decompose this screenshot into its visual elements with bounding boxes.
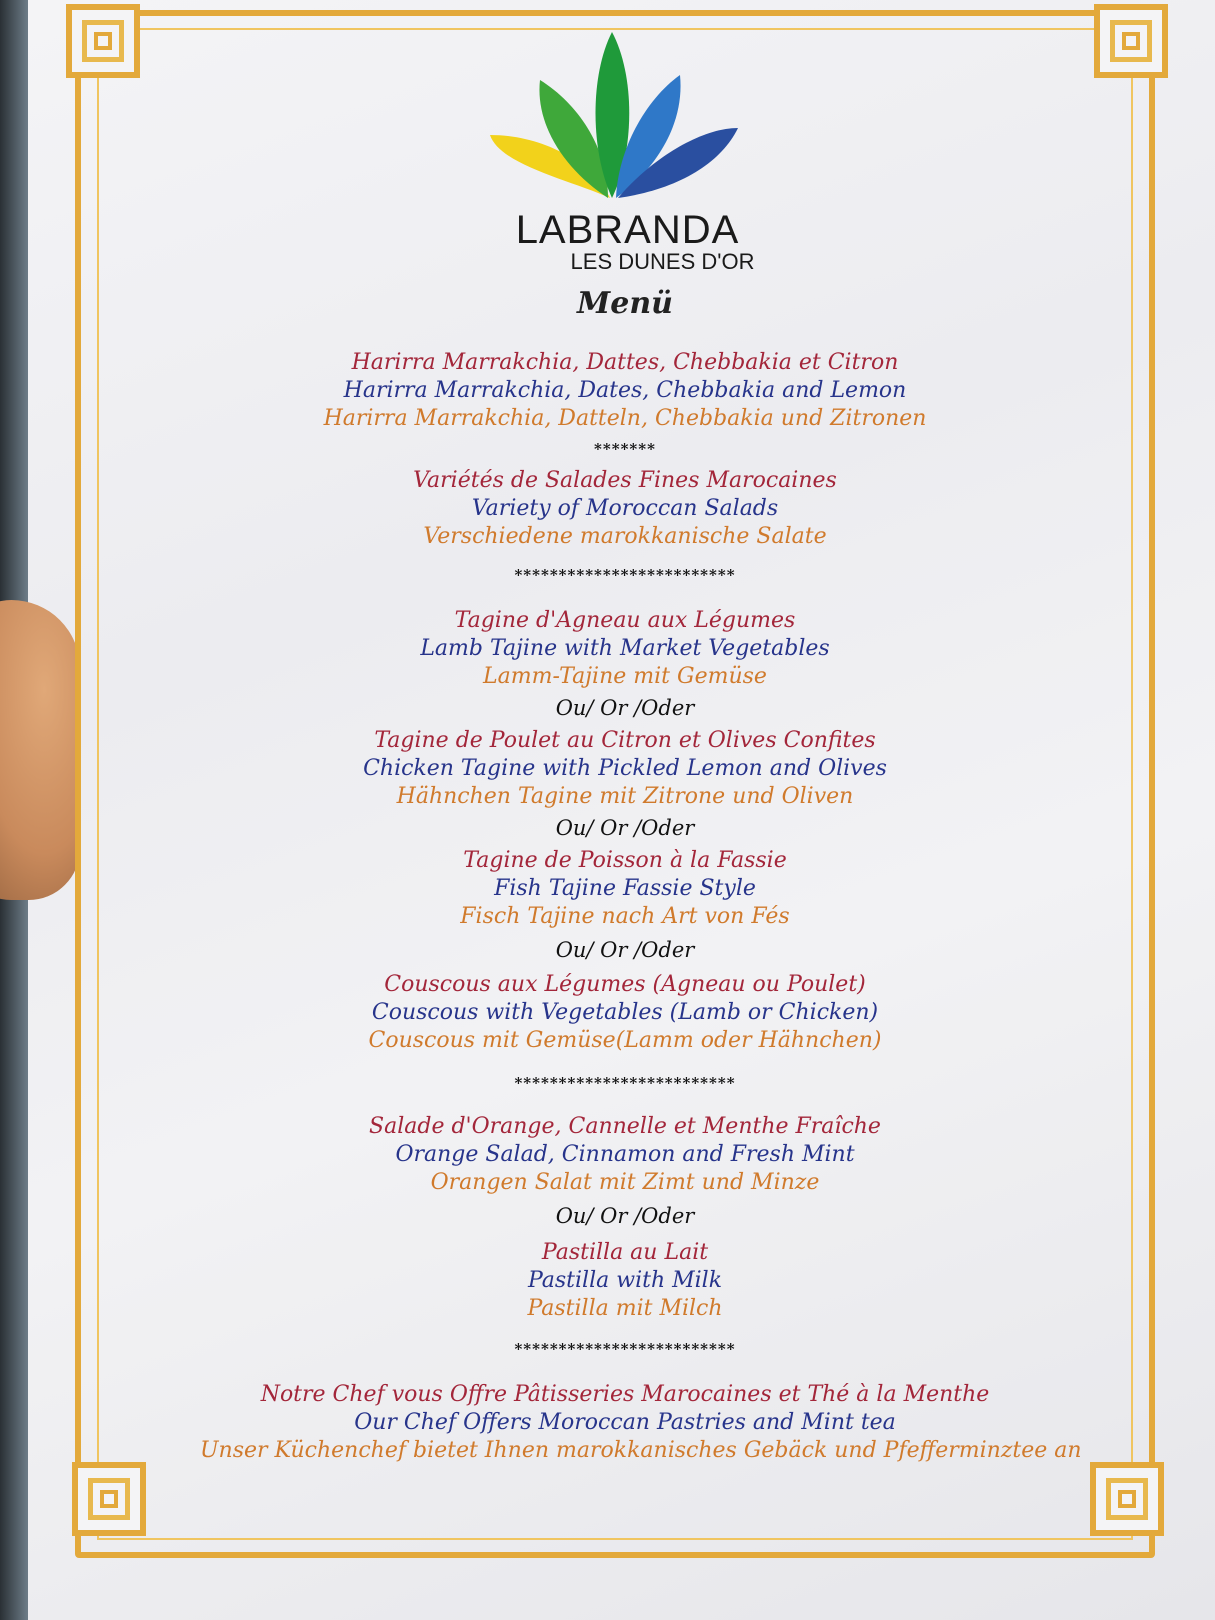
menu-body <box>200 0 1082 1620</box>
main-2-fr: Tagine de Poulet au Citron et Olives Confites <box>374 728 876 753</box>
dessert-2-de: Pastilla mit Milch <box>527 1296 723 1321</box>
starter-fr: Harirra Marrakchia, Dattes, Chebbakia et Citron <box>351 350 899 375</box>
starter-de: Harirra Marrakchia, Datteln, Chebbakia und Zitronen <box>323 406 927 431</box>
or-label: Ou/ Or /Oder <box>555 938 695 962</box>
main-2-en: Chicken Tagine with Pickled Lemon and Olives <box>363 756 887 781</box>
main-4-de: Couscous mit Gemüse(Lamm oder Hähnchen) <box>368 1028 882 1053</box>
salads-de: Verschiedene marokkanische Salate <box>423 524 827 549</box>
main-2-de: Hähnchen Tagine mit Zitrone und Oliven <box>396 784 854 809</box>
or-label: Ou/ Or /Oder <box>555 1204 695 1228</box>
brand-name: LABRANDA <box>515 208 740 252</box>
separator: ************************* <box>514 566 736 584</box>
main-4-fr: Couscous aux Légumes (Agneau ou Poulet) <box>384 972 866 997</box>
border-corner-top-right <box>1094 4 1168 78</box>
main-1-fr: Tagine d'Agneau aux Légumes <box>454 608 796 633</box>
dessert-1-de: Orangen Salat mit Zimt und Minze <box>430 1170 820 1195</box>
salads-fr: Variétés de Salades Fines Marocaines <box>413 468 837 493</box>
starter-en: Harirra Marrakchia, Dates, Chebbakia and Lemon <box>343 378 907 403</box>
or-label: Ou/ Or /Oder <box>555 696 695 720</box>
dessert-2-en: Pastilla with Milk <box>527 1268 723 1293</box>
hand <box>0 600 80 900</box>
menu-title: Menü <box>577 286 673 321</box>
separator: ******* <box>594 440 656 458</box>
main-3-de: Fisch Tajine nach Art von Fés <box>460 904 790 929</box>
closing-en: Our Chef Offers Moroccan Pastries and Mint tea <box>354 1410 896 1435</box>
separator: ************************* <box>514 1340 736 1358</box>
separator: ************************* <box>514 1074 736 1092</box>
brand-subtitle: LES DUNES D'OR <box>570 249 755 274</box>
salads-en: Variety of Moroccan Salads <box>471 496 779 521</box>
main-3-fr: Tagine de Poisson à la Fassie <box>463 848 787 873</box>
closing-de: Unser Küchenchef bietet Ihnen marokkanisches Gebäck und Pfefferminztee an <box>200 1438 1082 1463</box>
border-corner-top-left <box>66 4 140 78</box>
main-1-en: Lamb Tajine with Market Vegetables <box>420 636 830 661</box>
dessert-2-fr: Pastilla au Lait <box>541 1240 709 1265</box>
border-corner-bottom-right <box>1090 1462 1164 1536</box>
dessert-1-en: Orange Salad, Cinnamon and Fresh Mint <box>395 1142 855 1167</box>
main-4-en: Couscous with Vegetables (Lamb or Chicken) <box>371 1000 879 1025</box>
main-1-de: Lamm-Tajine mit Gemüse <box>483 664 767 689</box>
dessert-1-fr: Salade d'Orange, Cannelle et Menthe Fraîche <box>369 1114 881 1139</box>
closing-fr: Notre Chef vous Offre Pâtisseries Marocaines et Thé à la Menthe <box>260 1382 990 1407</box>
border-corner-bottom-left <box>72 1462 146 1536</box>
or-label: Ou/ Or /Oder <box>555 816 695 840</box>
main-3-en: Fish Tajine Fassie Style <box>494 876 756 901</box>
